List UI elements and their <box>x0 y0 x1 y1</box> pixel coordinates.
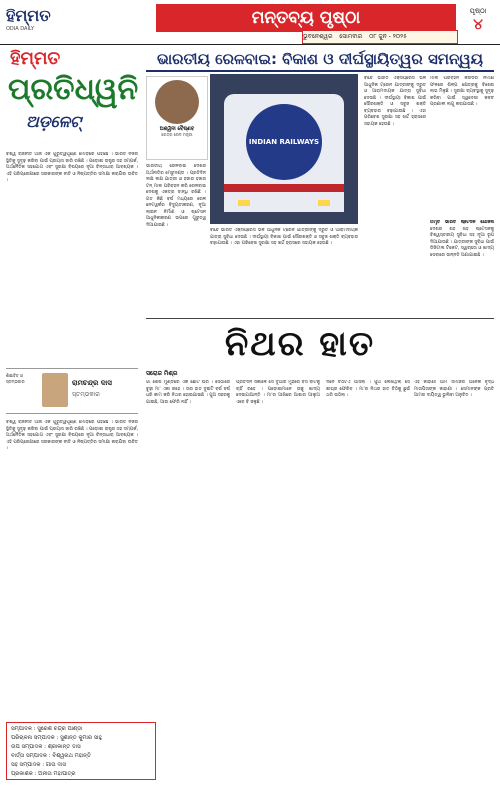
train-photo <box>210 74 358 224</box>
credit-deputy-editor: ଉପ ସମ୍ପାଦକ : ଶ୍ରୀକାନ୍ତ ଦାସ <box>11 744 81 750</box>
dateline <box>302 30 458 44</box>
column-subtitle: ଅଡ଼ଳେଟ୍ <box>26 112 82 131</box>
lead-article-col2: ବନ୍ଦେ ଭାରତ ଏକ୍ସପ୍ରେସ ଭଳି ଆଧୁନିକ ଟ୍ରେନ ଯାତ୍ରୀଙ୍କୁ ଦ୍ରୁତ ଓ ଆରାମଦାୟକ ଯାତ୍ରା ସୁବିଧା ଦେଉଛି । ଦୀର୍ଘସ୍ଥାୟୀ ବିକାଶ ପାଇଁ ସୌରଶକ୍ତି ଓ ସବୁଜ ଶକ୍ତି ବ୍ୟବହାର ବଢ଼ାଯାଉଛି । ଏହା ପରିବେଶ ସୁରକ୍ଷା ସହ ଖର୍ଚ୍ଚ ହ୍ରାସରେ ସହାୟକ ହେଉଛି । <box>364 76 426 127</box>
lead-article-col3: ମାଲ ପରିବହନ କରିଡର ନିର୍ମାଣ ଫଳରେ ଶିଳ୍ପ କ୍ଷେତ୍ରକୁ ବିଶେଷ ଲାଭ ମିଳୁଛି । ସୁରକ୍ଷା ବ୍ୟବସ୍ଥାକୁ ସୁଦୃଢ଼ କରିବା ପାଇଁ ସ୍ୱଦେଶୀ କବଚ ପ୍ରଣାଳୀ ଲାଗୁ କରାଯାଉଛି । <box>430 76 494 107</box>
credit-news-editor: ବାର୍ତ୍ତା ସମ୍ପାଦକ : ବିଶ୍ୱନାଥ ମହାନ୍ତି <box>11 753 91 759</box>
lead-author-photo <box>155 80 199 124</box>
credit-associate-editor: ସହ ସମ୍ପାଦକ : ଗୀତା ଦାସ <box>11 762 66 768</box>
lead-article-col5: ବନ୍ଦେ ଭାରତ ଏକ୍ସପ୍ରେସ ଭଳି ଆଧୁନିକ ଟ୍ରେନ ଯାତ୍ରୀଙ୍କୁ ଦ୍ରୁତ ଓ ଆରାମଦାୟକ ଯାତ୍ରା ସୁବିଧା ଦେଉଛି । ଦୀର୍ଘସ୍ଥାୟୀ ବିକାଶ ପାଇଁ ସୌରଶକ୍ତି ଓ ସବୁଜ ଶକ୍ତି ବ୍ୟବହାର ବଢ଼ାଯାଉଛି । ଏହା ପରିବେଶ ସୁରକ୍ଷା ସହ ଖର୍ଚ୍ଚ ହ୍ରାସରେ ସହାୟକ ହେଉଛି । <box>210 228 358 246</box>
author-name: ରାମଚନ୍ଦ୍ର ଦାସ <box>72 379 112 387</box>
section-title: ମନ୍ତବ୍ୟ ପୃଷ୍ଠା <box>156 4 456 32</box>
story-col1: ଗାଁ ଶେଷ ମୁଣ୍ଡରେ ଏକ ଛୋଟ ଘର । ସେଠାରେ ବୁଢ଼ୀ ମା' ଏକା ରହେ । ତାର ହାତ ଦୁଇଟି ବର୍ଷ ବର୍ଷ ଧରି କାମ କରି ନିଥର ହୋଇଯାଇଛି । ପୁଅ ସହରକୁ ଯାଇଛି, ଆଉ ଫେରି ନାହିଁ । <box>146 380 230 405</box>
story-col2: ପ୍ରତିଦିନ ସକାଳେ ସେ ଦୁଆର ମୁହଁରେ ବସି ବାଟକୁ ଚାହିଁ ରହେ । ପଡ଼ୋଶୀମାନେ ତାକୁ ଖାଦ୍ୟ ଦେଇଯାଆନ୍ତି । ମା'ର ଆଖିରେ ଆଶାର ଆଲୁଅ ଏବେ ବି ଜଳୁଛି । <box>236 380 320 405</box>
left-column <box>6 48 138 518</box>
section-divider <box>146 318 494 319</box>
headlamp-right <box>318 200 330 206</box>
credit-publisher: ପ୍ରକାଶକ : ଅନୀତା ମହାପାତ୍ର <box>11 771 76 777</box>
page-number: ୪ <box>473 15 483 33</box>
left-column-text: ବିଶ୍ୱ ରାଜନୀତି ଆଜି ଏକ ଗୁରୁତ୍ୱପୂର୍ଣ୍ଣ ମୋଡ଼ରେ ପହଞ୍ଚିଛି । ଭାରତ ନିଜର ସ୍ଥିତିକୁ ସୁଦୃଢ଼ କରିବା ପାଇଁ ପ୍ରୟାସ ଜାରି ରଖିଛି । ପଡ଼ୋଶୀ ରାଷ୍ଟ୍ର ସହ ସମ୍ପର୍କ, ଅର୍ଥନୈତିକ ସହଯୋଗ ଏବଂ ସୁରକ୍ଷା ବିଷୟରେ ନୂଆ ଚିନ୍ତାଧାରା ଆବଶ୍ୟକ । ଏହି ପରିପ୍ରେକ୍ଷୀରେ ସରକାରଙ୍କ ନୀତି ଓ ନିଷ୍ପତ୍ତିର ସମୀକ୍ଷା କରାଯିବା ଉଚିତ । <box>6 152 138 183</box>
author-intro: ଶିକ୍ଷାବିତ୍ ଓ ସ୍ତମ୍ଭକାର <box>6 373 25 384</box>
weekday: ସୋମବାର <box>339 33 363 40</box>
credit-managing-editor: ପରିଚାଳନା ସମ୍ପାଦକ : ସୁଶାନ୍ତ କୁମାର ସାହୁ <box>11 735 102 741</box>
pratidhwani-label: ପ୍ରତିଧ୍ୱନି <box>8 72 138 107</box>
lead-article-title: ଭାରତୀୟ ରେଳବାଇ: ବିକାଶ ଓ ଦୀର୍ଘସ୍ଥାୟିତ୍ୱର ସମନ୍ୱୟ <box>146 48 494 72</box>
himmat-label: ହିମ୍ମତ <box>10 48 61 69</box>
lead-author-role: କେନ୍ଦ୍ର ରେଳ ମନ୍ତ୍ରୀ <box>161 132 193 137</box>
lead-article-subhead <box>430 220 494 314</box>
left-column-text-continued: ବିଶ୍ୱ ରାଜନୀତି ଆଜି ଏକ ଗୁରୁତ୍ୱପୂର୍ଣ୍ଣ ମୋଡ଼ରେ ପହଞ୍ଚିଛି । ଭାରତ ନିଜର ସ୍ଥିତିକୁ ସୁଦୃଢ଼ କରିବା ପାଇଁ ପ୍ରୟାସ ଜାରି ରଖିଛି । ପଡ଼ୋଶୀ ରାଷ୍ଟ୍ର ସହ ସମ୍ପର୍କ, ଅର୍ଥନୈତିକ ସହଯୋଗ ଏବଂ ସୁରକ୍ଷା ବିଷୟରେ ନୂଆ ଚିନ୍ତାଧାରା ଆବଶ୍ୟକ । ଏହି ପରିପ୍ରେକ୍ଷୀରେ ସରକାରଙ୍କ ନୀତି ଓ ନିଷ୍ପତ୍ତିର ସମୀକ୍ଷା କରାଯିବା ଉଚିତ । <box>6 420 138 451</box>
masthead <box>0 0 500 45</box>
train-stripe <box>224 184 344 192</box>
column-author-box <box>6 368 138 414</box>
author-role: ସ୍ତମ୍ଭକାର <box>72 391 100 398</box>
story-byline: ସରୋଜ ମିଶ୍ର <box>146 370 178 377</box>
editorial-credits <box>6 722 156 780</box>
lead-article-col4: ଦେଶର ଶହ ଶହ ଷ୍ଟେସନକୁ ବିଶ୍ୱସ୍ତରୀୟ ସୁବିଧା ସହ ନୂଆ ରୂପ ଦିଆଯାଉଛି । ଯାତ୍ରୀଙ୍କ ସୁବିଧା ପାଇଁ ଡିଜିଟାଲ ଟିକେଟ, ସ୍ୱଚ୍ଛତା ଓ ଖାଦ୍ୟ ସେବାରେ ଉନ୍ନତି ଅଣାଯାଇଛି । <box>430 226 494 258</box>
indian-railways-logo: INDIAN RAILWAYS <box>246 104 322 180</box>
page-number-box <box>462 6 494 42</box>
story-title: ନିଥର ହାତ <box>224 324 376 364</box>
lead-author-card <box>146 76 208 160</box>
lead-author-name: ଅଶ୍ୱିନୀ ବୈଷ୍ଣବ <box>159 126 195 132</box>
city: ଭୁବନେଶ୍ୱର <box>303 33 333 40</box>
story-col4: ଏହି କାହାଣୀ ଆମ ସମାଜର ଅନେକ ବୃଦ୍ଧ ମାତାପିତାଙ୍କ କାହାଣୀ । ସେମାନଙ୍କ ପ୍ରତି ଆମର ଦାୟିତ୍ୱ ଭୁଲିବା ଅନୁଚିତ । <box>414 380 494 398</box>
author-photo <box>42 373 68 407</box>
lead-article-col1: ଭାରତୀୟ ରେଳବାଇ ଦେଶର ଅର୍ଥନୀତିର ମେରୁଦଣ୍ଡ । ପ୍ରତିଦିନ ଲକ୍ଷ ଲକ୍ଷ ଯାତ୍ରୀ ଓ ହଜାର ହଜାର ଟନ୍ ମାଲ ପରିବହନ କରି ରେଳବାଇ ଦେଶକୁ ଏକତ୍ର ବାନ୍ଧି ରଖିଛି । ଗତ କିଛି ବର୍ଷ ମଧ୍ୟରେ ରେଳ ନେଟୱର୍କର ବିଦ୍ୟୁତୀକରଣ, ନୂଆ ଲାଇନ ନିର୍ମାଣ ଓ ଷ୍ଟେସନ ଆଧୁନିକୀକରଣ ଉପରେ ଗୁରୁତ୍ୱ ଦିଆଯାଇଛି । <box>146 164 206 228</box>
newspaper-logo: ହିମ୍ମତ <box>6 6 51 25</box>
page-label: ପୃଷ୍ଠା <box>469 7 487 15</box>
subhead: ଅମୃତ ଭାରତ ଷ୍ଟେସନ ଯୋଜନା <box>430 220 494 225</box>
date: ୦୮ ଜୁନ - ୨୦୨୫ <box>369 33 407 40</box>
credit-editor: ସମ୍ପାଦକ : ସୁରେଶ ଚନ୍ଦ୍ର ପାଣ୍ଡା <box>11 726 83 732</box>
newspaper-tagline: ODIA DAILY <box>6 26 35 32</box>
headlamp-left <box>238 200 250 206</box>
story-col3: ଦିନେ ଚିଠିଟିଏ ଆସିଲା । ପୁଅ ଲେଖିଥିଲା ସେ ଶୀଘ୍ର ଫେରିବ । ମା'ର ନିଥର ହାତ ଚିଠିକୁ ଛୁଇଁ ଥରି ଉଠିଲା । <box>326 380 410 398</box>
himmat-pratidhwani-header <box>6 48 138 152</box>
